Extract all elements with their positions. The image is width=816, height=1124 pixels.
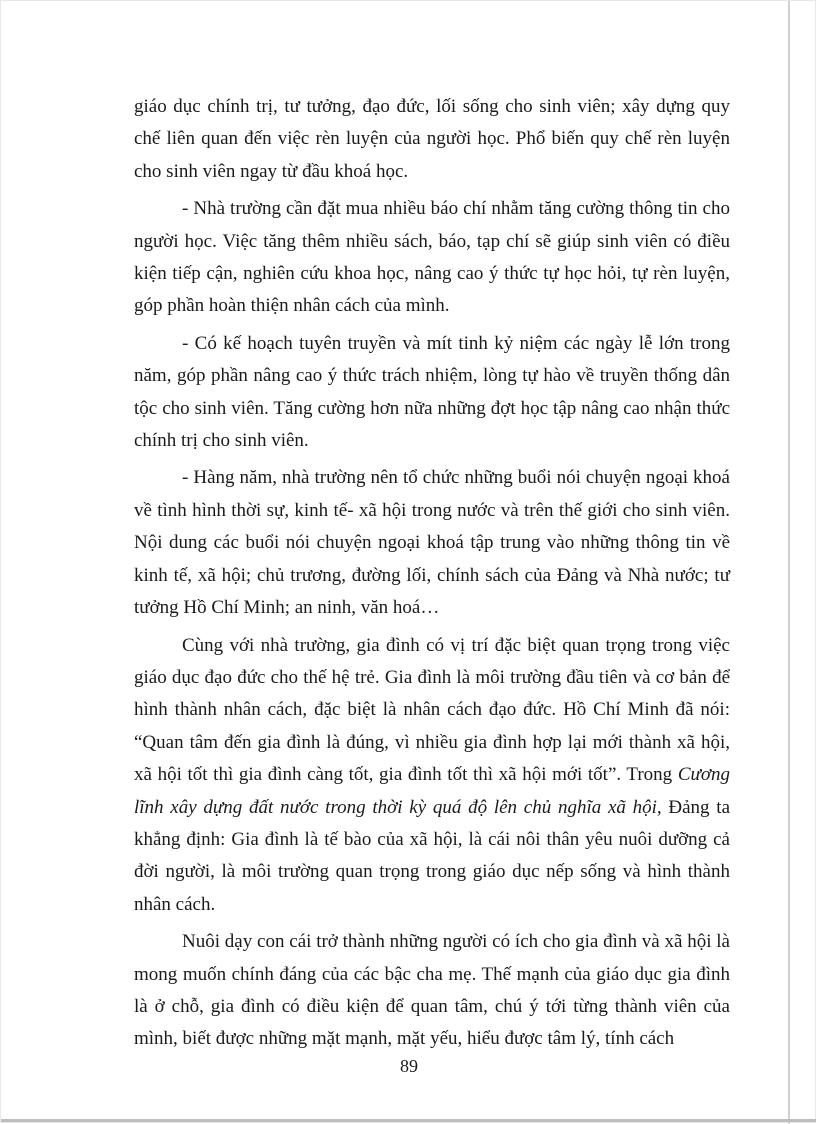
page-edge-bottom	[1, 1119, 816, 1122]
body-text	[134, 91, 730, 1056]
paragraph-newspapers: - Nhà trường cần đặt mua nhiều báo chí nhằm tăng cường thông tin cho người học. Việc tăng thêm nhiều sách, báo, tạp chí sẽ giúp sinh viên có điều kiện tiếp cận, nghiên cứu khoa học, nâng cao ý thức tự học hỏi, tự rèn luyện, góp phần hoàn thiện nhân cách của mình.	[134, 198, 730, 317]
page-number: 89	[400, 1056, 418, 1076]
paragraph-parenting: Nuôi dạy con cái trở thành những người có ích cho gia đình và xã hội là mong muốn chính đáng của các bậc cha mẹ. Thế mạnh của giáo dục gia đình là ở chỗ, gia đình có điều kiện để quan tâm, chú ý tới từng thành viên của mình, biết được những mặt mạnh, mặt yếu, hiểu được tâm lý, tính cách	[134, 931, 730, 1050]
paragraph-continuation: giáo dục chính trị, tư tưởng, đạo đức, lối sống cho sinh viên; xây dựng quy chế liên quan đến việc rèn luyện của người học. Phổ biến quy chế rèn luyện cho sinh viên ngay từ đầu khoá học.	[134, 96, 730, 182]
paragraph-extracurricular: - Hàng năm, nhà trường nên tổ chức những buổi nói chuyện ngoại khoá về tình hình thời sự, kinh tế- xã hội trong nước và trên thế giới cho sinh viên. Nội dung các buổi nói chuyện ngoại khoá tập trung vào những thông tin về kinh tế, xã hội; chủ trương, đường lối, chính sách của Đảng và Nhà nước; tư tưởng Hồ Chí Minh; an ninh, văn hoá…	[134, 467, 730, 619]
paragraph-family-role	[134, 630, 730, 922]
page-edge-right	[788, 1, 790, 1124]
paragraph-propaganda: - Có kế hoạch tuyên truyền và mít tinh kỷ niệm các ngày lễ lớn trong năm, góp phần nâng cao ý thức trách nhiệm, lòng tự hào về truyền thống dân tộc cho sinh viên. Tăng cường hơn nữa những đợt học tập nâng cao nhận thức chính trị cho sinh viên.	[134, 332, 730, 452]
paragraph-family-text-end: Đảng ta khẳng định: Gia đình là tế bào của xã hội, là cái nôi thân yêu nuôi dưỡng cả đời người, là môi trường quan trọng trong giáo dục nếp sống và hình thành nhân cách.	[134, 796, 731, 915]
document-title-italic: Cương lĩnh xây dựng đất nước trong thời kỳ quá độ lên chủ nghĩa xã hội,	[134, 764, 730, 818]
paragraph-family-text-start: Cùng với nhà trường, gia đình có vị trí đặc biệt quan trọng trong việc giáo dục đạo đức cho thế hệ trẻ. Gia đình là môi trường đầu tiên và cơ bản để hình thành nhân cách, đặc biệt là nhân cách đạo đức. Hồ Chí Minh đã nói: “Quan tâm đến gia đình là đúng, vì nhiều gia đình hợp lại mới thành xã hội, xã hội tốt thì gia đình càng tốt, gia đình tốt thì xã hội mới tốt”. Trong	[134, 634, 730, 786]
